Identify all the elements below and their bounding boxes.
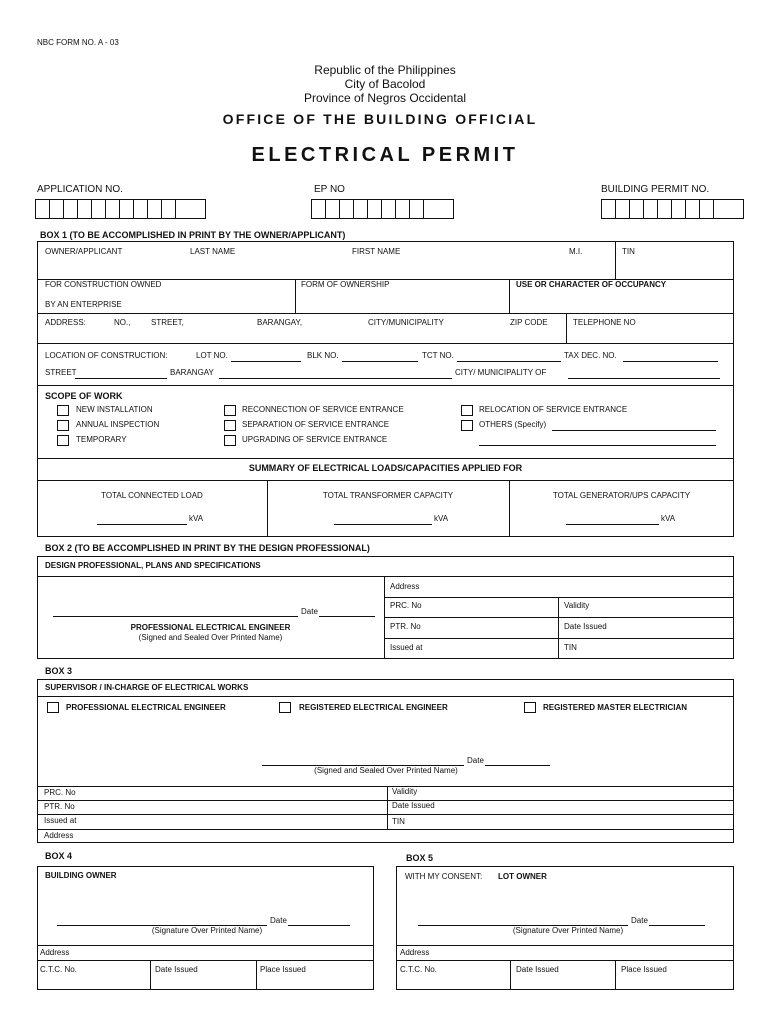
street-label: STREET, — [151, 318, 184, 327]
box4-address-label: Address — [40, 948, 70, 957]
box2-date-input[interactable] — [319, 616, 375, 617]
connected-load-unit: kVA — [189, 514, 204, 523]
connected-load-input[interactable] — [97, 524, 187, 525]
box1-title: BOX 1 (TO BE ACCOMPLISHED IN PRINT BY THE OWNER/APPLICANT) — [40, 230, 346, 240]
address-label: ADDRESS: — [45, 318, 86, 327]
application-no-label: APPLICATION NO. — [37, 184, 123, 195]
box2-frame — [37, 556, 734, 659]
page-title: ELECTRICAL PERMIT — [251, 144, 519, 166]
building-permit-no-input[interactable] — [601, 199, 743, 219]
separation-checkbox[interactable] — [224, 420, 236, 431]
reconnection-checkbox[interactable] — [224, 405, 236, 416]
box2-ptr-label: PTR. No — [390, 622, 421, 631]
box2-signature-line[interactable] — [53, 616, 298, 617]
box5-signature-caption: (Signature Over Printed Name) — [512, 926, 624, 935]
temporary-checkbox[interactable] — [57, 435, 69, 446]
ep-no-label: EP NO — [314, 184, 345, 195]
box5-date-issued-label: Date Issued — [516, 965, 559, 974]
box4-date-input[interactable] — [288, 925, 350, 926]
barangay-label: BARANGAY, — [257, 318, 303, 327]
tin-label: TIN — [622, 247, 635, 256]
registered-ee-label: REGISTERED ELECTRICAL ENGINEER — [299, 703, 448, 712]
blk-no-label: BLK NO. — [307, 351, 339, 360]
master-electrician-checkbox[interactable] — [524, 702, 536, 713]
header-province: Province of Negros Occidental — [303, 91, 467, 105]
separation-label: SEPARATION OF SERVICE ENTRANCE — [242, 420, 390, 429]
box2-date-issued-label: Date Issued — [564, 622, 607, 631]
box3-prc-label: PRC. No — [44, 788, 76, 797]
box4-ctc-label: C.T.C. No. — [40, 965, 77, 974]
first-name-label: FIRST NAME — [352, 247, 401, 256]
office-title: OFFICE OF THE BUILDING OFFICIAL — [222, 111, 538, 127]
header-city: City of Bacolod — [344, 77, 426, 91]
box2-date-label: Date — [301, 607, 318, 616]
box3-issued-at-label: Issued at — [44, 816, 77, 825]
by-enterprise-label: BY AN ENTERPRISE — [45, 300, 122, 309]
telephone-label: TELEPHONE NO — [573, 318, 636, 327]
upgrading-checkbox[interactable] — [224, 435, 236, 446]
total-connected-load-label: TOTAL CONNECTED LOAD — [101, 491, 203, 500]
box4-subtitle: BUILDING OWNER — [45, 871, 117, 880]
box5-date-label: Date — [631, 916, 648, 925]
form-code: NBC FORM NO. A - 03 — [37, 38, 119, 47]
box2-prc-label: PRC. No — [390, 601, 422, 610]
new-installation-label: NEW INSTALLATION — [76, 405, 153, 414]
location-label: LOCATION OF CONSTRUCTION: — [45, 351, 168, 360]
box3-title: BOX 3 — [45, 666, 73, 676]
loc-street-label: STREET — [45, 368, 77, 377]
professional-ee-label: PROFESSIONAL ELECTRICAL ENGINEER — [66, 703, 226, 712]
others-checkbox[interactable] — [461, 420, 473, 431]
annual-inspection-checkbox[interactable] — [57, 420, 69, 431]
total-transformer-label: TOTAL TRANSFORMER CAPACITY — [322, 491, 454, 500]
box4-place-issued-label: Place Issued — [260, 965, 306, 974]
box5-consent-label: WITH MY CONSENT: — [405, 872, 483, 881]
box3-date-issued-label: Date Issued — [392, 801, 435, 810]
box5-place-issued-label: Place Issued — [621, 965, 667, 974]
construction-owned-label: FOR CONSTRUCTION OWNED — [45, 280, 162, 289]
box3-address-label: Address — [44, 831, 74, 840]
box5-ctc-label: C.T.C. No. — [400, 965, 437, 974]
upgrading-label: UPGRADING OF SERVICE ENTRANCE — [242, 435, 388, 444]
transformer-input[interactable] — [334, 524, 432, 525]
tct-no-label: TCT NO. — [422, 351, 454, 360]
box5-address-label: Address — [400, 948, 430, 957]
building-permit-no-label: BUILDING PERMIT NO. — [601, 184, 710, 195]
loc-city-input[interactable] — [568, 378, 720, 379]
header-republic: Republic of the Philippines — [314, 63, 456, 77]
box3-validity-label: Validity — [392, 787, 418, 796]
box4-signature-caption: (Signature Over Printed Name) — [151, 926, 263, 935]
box5-title: BOX 5 — [406, 853, 434, 863]
box5-date-input[interactable] — [649, 925, 705, 926]
tct-no-input[interactable] — [457, 361, 561, 362]
total-generator-label: TOTAL GENERATOR/UPS CAPACITY — [552, 491, 691, 500]
box4-date-issued-label: Date Issued — [155, 965, 198, 974]
tax-dec-label: TAX DEC. NO. — [564, 351, 617, 360]
box5-lot-owner-label: LOT OWNER — [498, 872, 547, 881]
application-no-input[interactable] — [35, 199, 205, 219]
box2-validity-label: Validity — [564, 601, 590, 610]
box2-engineer-label: PROFESSIONAL ELECTRICAL ENGINEER — [130, 623, 291, 632]
box2-tin-label: TIN — [564, 643, 577, 652]
reconnection-label: RECONNECTION OF SERVICE ENTRANCE — [242, 405, 404, 414]
box4-title: BOX 4 — [45, 851, 73, 861]
new-installation-checkbox[interactable] — [57, 405, 69, 416]
box2-title: BOX 2 (TO BE ACCOMPLISHED IN PRINT BY THE DESIGN PROFESSIONAL) — [45, 543, 370, 553]
tax-dec-input[interactable] — [623, 361, 718, 362]
loc-city-label: CITY/ MUNICIPALITY OF — [455, 368, 547, 377]
box4-date-label: Date — [270, 916, 287, 925]
summary-title: SUMMARY OF ELECTRICAL LOADS/CAPACITIES APPLIED FOR — [248, 463, 523, 473]
zip-code-label: ZIP CODE — [510, 318, 548, 327]
box2-address-label: Address — [390, 582, 420, 591]
professional-ee-checkbox[interactable] — [47, 702, 59, 713]
blk-no-input[interactable] — [342, 361, 418, 362]
relocation-checkbox[interactable] — [461, 405, 473, 416]
owner-applicant-label: OWNER/APPLICANT — [45, 247, 123, 256]
box2-issued-at-label: Issued at — [390, 643, 423, 652]
annual-inspection-label: ANNUAL INSPECTION — [76, 420, 160, 429]
city-municipality-label: CITY/MUNICIPALITY — [368, 318, 444, 327]
loc-barangay-label: BARANGAY — [170, 368, 214, 377]
transformer-unit: kVA — [434, 514, 449, 523]
relocation-label: RELOCATION OF SERVICE ENTRANCE — [479, 405, 628, 414]
ep-no-input[interactable] — [311, 199, 453, 219]
others-label: OTHERS (Specify) — [479, 420, 547, 429]
box2-subtitle: DESIGN PROFESSIONAL, PLANS AND SPECIFICATIONS — [45, 561, 261, 570]
box2-signed-sealed: (Signed and Sealed Over Printed Name) — [138, 633, 283, 642]
use-character-label: USE OR CHARACTER OF OCCUPANCY — [516, 280, 667, 289]
registered-ee-checkbox[interactable] — [279, 702, 291, 713]
box3-ptr-label: PTR. No — [44, 802, 75, 811]
box3-date-label: Date — [467, 756, 484, 765]
generator-input[interactable] — [566, 524, 659, 525]
last-name-label: LAST NAME — [190, 247, 236, 256]
temporary-label: TEMPORARY — [76, 435, 127, 444]
master-electrician-label: REGISTERED MASTER ELECTRICIAN — [543, 703, 688, 712]
mi-label: M.I. — [569, 247, 583, 256]
form-of-ownership-label: FORM OF OWNERSHIP — [301, 280, 390, 289]
no-label: NO., — [114, 318, 131, 327]
box3-signed-sealed: (Signed and Sealed Over Printed Name) — [314, 766, 458, 775]
others-specify-input[interactable] — [552, 430, 716, 431]
generator-unit: kVA — [661, 514, 676, 523]
others-specify-line2[interactable] — [479, 445, 716, 446]
loc-street-input[interactable] — [75, 378, 167, 379]
scope-title: SCOPE OF WORK — [45, 391, 123, 401]
loc-barangay-input[interactable] — [219, 378, 452, 379]
lot-no-input[interactable] — [231, 361, 301, 362]
box3-tin-label: TIN — [392, 817, 405, 826]
box3-date-input[interactable] — [485, 765, 550, 766]
box3-subtitle: SUPERVISOR / IN-CHARGE OF ELECTRICAL WORKS — [45, 683, 249, 692]
lot-no-label: LOT NO. — [196, 351, 228, 360]
